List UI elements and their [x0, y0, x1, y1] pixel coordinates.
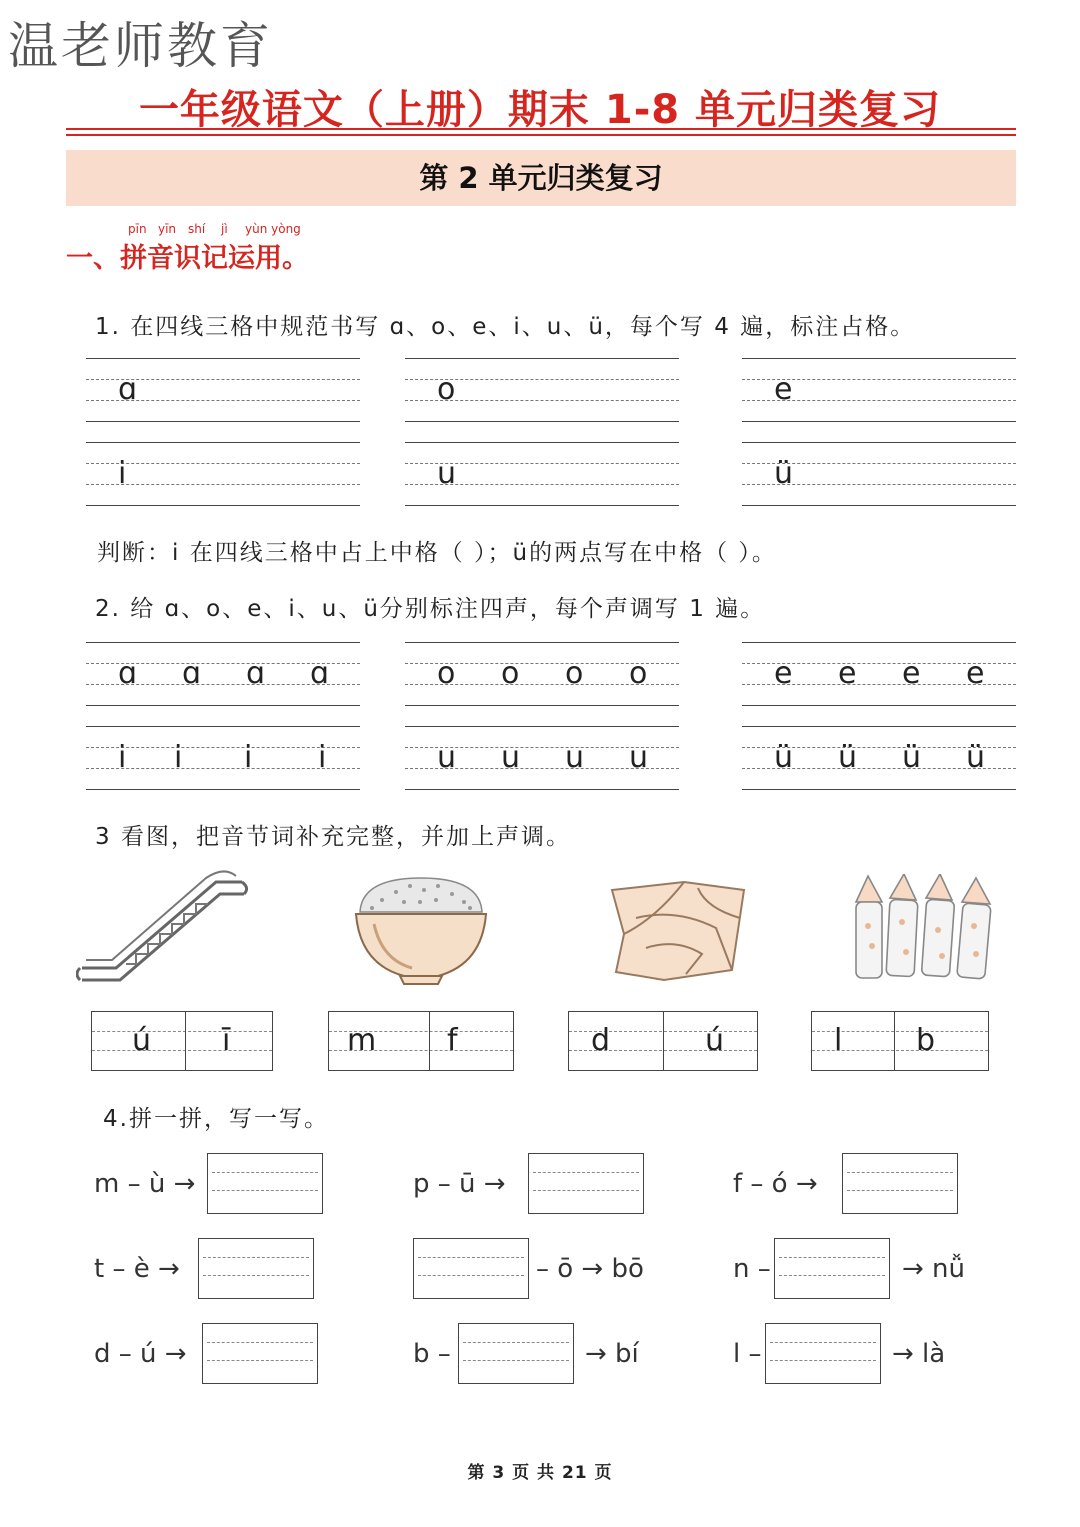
title-rule-bottom	[66, 134, 1016, 136]
sample-letter: i	[118, 456, 127, 491]
four-line-grid[interactable]	[86, 442, 360, 505]
four-line-grid[interactable]: i i i i	[86, 726, 360, 789]
answer-box[interactable]	[765, 1323, 881, 1384]
sample-letter: ɑ	[118, 372, 138, 407]
syllable-char: l	[834, 1023, 843, 1058]
title-rule-top	[66, 128, 1016, 130]
spell-result: → bí	[585, 1339, 639, 1369]
answer-box[interactable]	[842, 1153, 958, 1214]
syllable-box[interactable]	[91, 1011, 273, 1071]
sample-letter: e	[774, 372, 793, 407]
syllable-box[interactable]	[568, 1011, 758, 1071]
four-line-grid[interactable]	[405, 442, 679, 505]
four-line-grid[interactable]	[742, 442, 1016, 505]
watermark-text: 温老师教育	[8, 17, 273, 75]
four-line-grid[interactable]: o o o o	[405, 642, 679, 705]
spell-prompt: p – ū →	[413, 1169, 506, 1199]
answer-box[interactable]	[198, 1238, 314, 1299]
syllable-char: ī	[222, 1023, 231, 1058]
syllable-char: b	[916, 1023, 936, 1058]
page-footer: 第 3 页 共 21 页	[467, 1463, 613, 1483]
map-icon	[606, 878, 750, 982]
spell-result: → là	[892, 1339, 946, 1369]
syllable-char: f	[447, 1023, 458, 1058]
section-number: 一、	[66, 243, 120, 274]
spell-prompt: b –	[413, 1339, 451, 1369]
escalator-icon	[76, 868, 248, 986]
spell-prompt: d – ú →	[94, 1339, 187, 1369]
spell-prompt: – ō → bō	[536, 1254, 644, 1284]
question-2: 2. 给 ɑ、o、e、i、u、ü分别标注四声，每个声调写 1 遍。	[95, 596, 766, 622]
judge-question: 判断：i 在四线三格中占上中格（ ）；ü的两点写在中格（ ）。	[97, 540, 777, 566]
four-line-grid[interactable]: ü ü ü ü	[742, 726, 1016, 789]
syllable-char: ú	[705, 1023, 725, 1058]
question-4: 4.拼一拼，写一写。	[103, 1106, 329, 1132]
section-heading	[66, 236, 309, 275]
sample-letter: u	[437, 456, 457, 491]
crayons-icon	[846, 874, 1002, 982]
sample-letter: o	[437, 372, 456, 407]
unit-title: 第 2 单元归类复习	[66, 150, 1016, 206]
answer-box[interactable]	[774, 1238, 890, 1299]
syllable-char: ú	[132, 1023, 152, 1058]
spell-prompt: l –	[733, 1339, 762, 1369]
four-line-grid[interactable]: e e e e	[742, 642, 1016, 705]
answer-box[interactable]	[528, 1153, 644, 1214]
four-line-grid[interactable]	[742, 358, 1016, 421]
answer-box[interactable]	[413, 1238, 529, 1299]
spell-prompt: n –	[733, 1254, 771, 1284]
answer-box[interactable]	[202, 1323, 318, 1384]
page-title: 一年级语文（上册）期末 1-8 单元归类复习	[138, 87, 942, 133]
syllable-char: m	[347, 1023, 377, 1058]
spell-prompt: f – ó →	[733, 1169, 818, 1199]
four-line-grid[interactable]	[86, 358, 360, 421]
section-title: 拼音识记运用。	[120, 243, 309, 274]
four-line-grid[interactable]: u u u u	[405, 726, 679, 789]
question-3: 3 看图，把音节词补充完整，并加上声调。	[95, 824, 571, 850]
sample-letter: ü	[774, 456, 794, 491]
spell-result: → nǚ	[902, 1254, 966, 1284]
syllable-char: d	[591, 1023, 611, 1058]
four-line-grid[interactable]	[405, 358, 679, 421]
syllable-box[interactable]	[811, 1011, 989, 1071]
spell-prompt: t – è →	[94, 1254, 180, 1284]
four-line-grid[interactable]: ɑ ɑ ɑ ɑ	[86, 642, 360, 705]
rice-bowl-icon	[352, 872, 490, 988]
answer-box[interactable]	[458, 1323, 574, 1384]
question-1: 1. 在四线三格中规范书写 ɑ、o、e、i、u、ü，每个写 4 遍，标注占格。	[95, 314, 916, 340]
answer-box[interactable]	[207, 1153, 323, 1214]
syllable-box[interactable]	[328, 1011, 514, 1071]
spell-prompt: m – ù →	[94, 1169, 196, 1199]
